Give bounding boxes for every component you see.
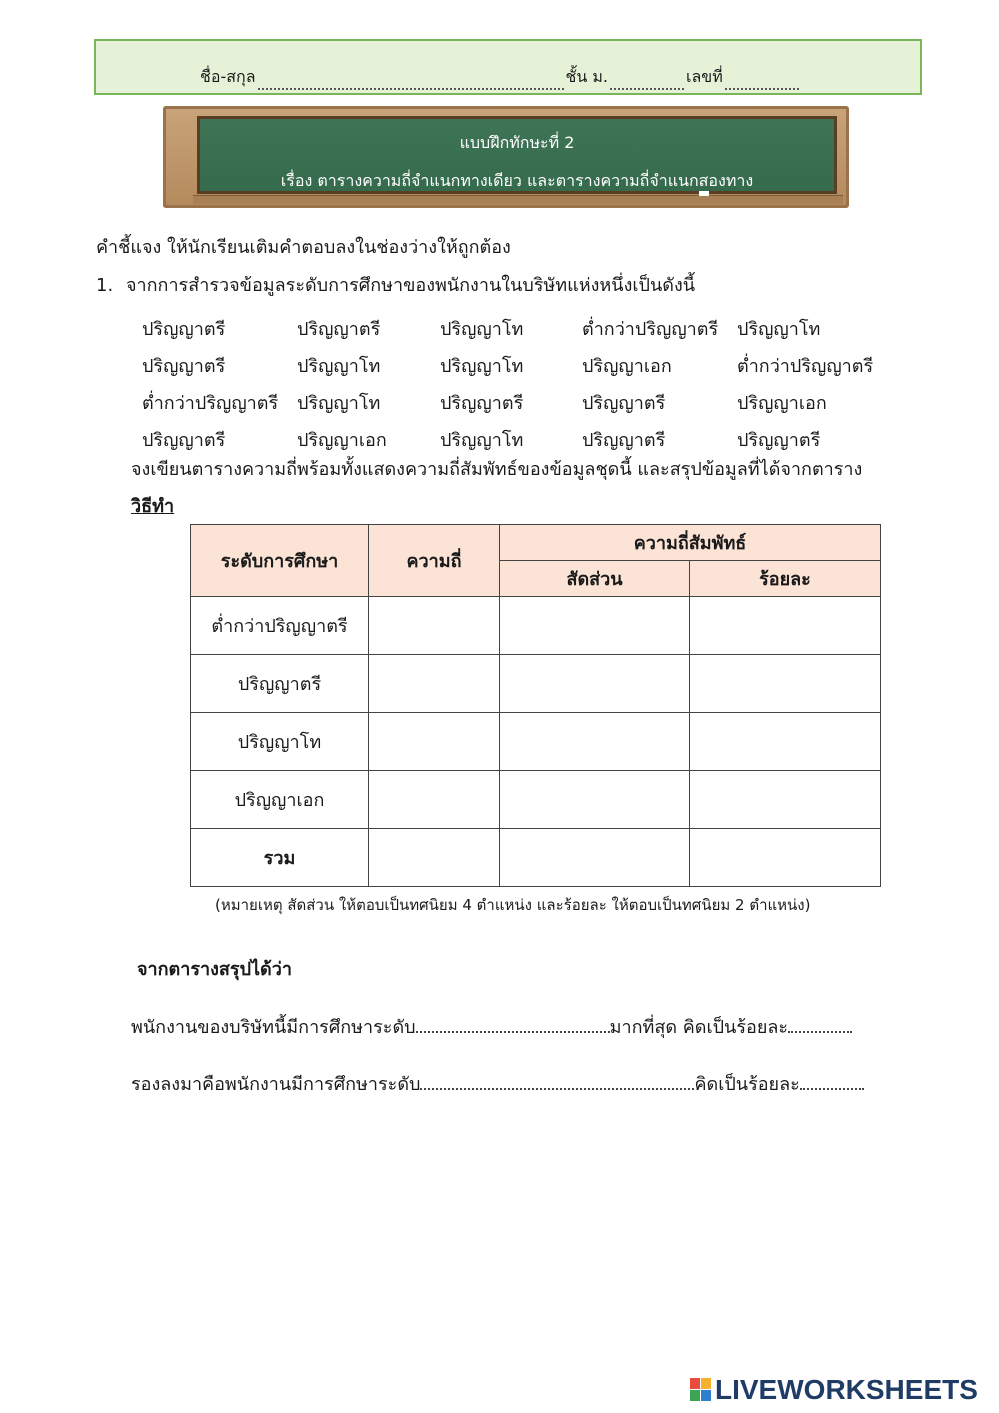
second-percent-blank[interactable] bbox=[800, 1074, 864, 1090]
ratio-cell[interactable] bbox=[500, 597, 690, 655]
header-percent: ร้อยละ bbox=[690, 561, 881, 597]
logo-text: LIVEWORKSHEETS bbox=[715, 1374, 978, 1405]
liveworksheets-logo bbox=[690, 1374, 978, 1406]
data-value: ปริญญาตรี bbox=[440, 393, 524, 414]
data-value: ปริญญาโท bbox=[297, 393, 381, 414]
second-level-blank[interactable] bbox=[420, 1074, 694, 1090]
data-value: ปริญญาตรี bbox=[142, 356, 226, 377]
header-relative-frequency: ความถี่สัมพัทธ์ bbox=[500, 525, 881, 561]
worksheet-subtitle: เรื่อง ตารางความถี่จำแนกทางเดียว และตารางความถี่จำแนกสองทาง bbox=[280, 171, 754, 190]
percent-cell[interactable] bbox=[690, 713, 881, 771]
data-value: ต่ำกว่าปริญญาตรี bbox=[737, 356, 874, 377]
percent-cell[interactable] bbox=[690, 655, 881, 713]
worksheet-title: แบบฝึกทักษะที่ 2 bbox=[459, 133, 575, 152]
chalkboard bbox=[197, 116, 837, 194]
data-value: ปริญญาโท bbox=[297, 356, 381, 377]
table-row bbox=[191, 713, 881, 771]
data-value: ต่ำกว่าปริญญาตรี bbox=[582, 319, 719, 340]
header-level: ระดับการศึกษา bbox=[191, 525, 369, 597]
summary-line-1-start: พนักงานของบริษัทนี้มีการศึกษาระดับ bbox=[131, 1017, 416, 1038]
header-frequency: ความถี่ bbox=[369, 525, 500, 597]
chalkboard-banner bbox=[163, 106, 849, 208]
frequency-cell[interactable] bbox=[369, 597, 500, 655]
total-row bbox=[191, 829, 881, 887]
summary-heading: จากตารางสรุปได้ว่า bbox=[137, 959, 292, 980]
name-label: ชื่อ-สกุล bbox=[200, 67, 256, 86]
most-level-blank[interactable] bbox=[416, 1017, 610, 1033]
data-value: ปริญญาตรี bbox=[737, 430, 821, 451]
summary-line-1-end: มากที่สุด คิดเป็นร้อยละ bbox=[609, 1017, 789, 1038]
most-percent-blank[interactable] bbox=[788, 1017, 852, 1033]
ratio-cell[interactable] bbox=[500, 655, 690, 713]
data-value: ปริญญาโท bbox=[440, 356, 524, 377]
liveworksheets-logo-icon bbox=[690, 1378, 712, 1402]
question-number: 1. bbox=[96, 275, 114, 296]
table-row bbox=[191, 655, 881, 713]
chalk-icon bbox=[699, 191, 709, 196]
row-label: ปริญญาตรี bbox=[191, 655, 369, 713]
frequency-cell[interactable] bbox=[369, 771, 500, 829]
chalk-ledge bbox=[193, 195, 843, 204]
ratio-cell[interactable] bbox=[500, 713, 690, 771]
number-field[interactable] bbox=[725, 74, 799, 90]
student-info-box bbox=[94, 39, 922, 95]
percent-cell[interactable] bbox=[690, 597, 881, 655]
data-value: ปริญญาตรี bbox=[582, 393, 666, 414]
frequency-cell[interactable] bbox=[369, 655, 500, 713]
frequency-table bbox=[190, 524, 881, 887]
data-value: ต่ำกว่าปริญญาตรี bbox=[142, 393, 279, 414]
table-row bbox=[191, 597, 881, 655]
data-value: ปริญญาโท bbox=[737, 319, 821, 340]
total-label: รวม bbox=[191, 829, 369, 887]
number-label: เลขที่ bbox=[686, 67, 723, 86]
total-ratio-cell[interactable] bbox=[500, 829, 690, 887]
class-label: ชั้น ม. bbox=[565, 67, 609, 86]
data-value: ปริญญาตรี bbox=[142, 319, 226, 340]
summary-line-2 bbox=[131, 1074, 864, 1094]
frequency-cell[interactable] bbox=[369, 713, 500, 771]
summary-line-2-start: รองลงมาคือพนักงานมีการศึกษาระดับ bbox=[131, 1074, 421, 1095]
class-field[interactable] bbox=[610, 74, 684, 90]
instruction-text: คำชี้แจง ให้นักเรียนเติมคำตอบลงในช่องว่างให้ถูกต้อง bbox=[96, 237, 511, 258]
ratio-cell[interactable] bbox=[500, 771, 690, 829]
task-text: จงเขียนตารางความถี่พร้อมทั้งแสดงความถี่สัมพัทธ์ของข้อมูลชุดนี้ และสรุปข้อมูลที่ได้จากตาราง bbox=[131, 459, 863, 480]
question-text: จากการสำรวจข้อมูลระดับการศึกษาของพนักงานในบริษัทแห่งหนึ่งเป็นดังนี้ bbox=[126, 275, 696, 296]
summary-line-2-end: คิดเป็นร้อยละ bbox=[694, 1074, 800, 1095]
row-label: ปริญญาเอก bbox=[191, 771, 369, 829]
method-label: วิธีทำ bbox=[131, 496, 175, 517]
total-percent-cell[interactable] bbox=[690, 829, 881, 887]
total-frequency-cell[interactable] bbox=[369, 829, 500, 887]
summary-line-1 bbox=[131, 1017, 852, 1037]
table-note: (หมายเหตุ สัดส่วน ให้ตอบเป็นทศนิยม 4 ตำแหน่ง และร้อยละ ให้ตอบเป็นทศนิยม 2 ตำแหน่ง) bbox=[215, 896, 811, 914]
data-value: ปริญญาเอก bbox=[737, 393, 827, 414]
data-value: ปริญญาตรี bbox=[142, 430, 226, 451]
data-value: ปริญญาตรี bbox=[297, 319, 381, 340]
table-row bbox=[191, 771, 881, 829]
data-value: ปริญญาเอก bbox=[297, 430, 387, 451]
name-field[interactable] bbox=[258, 74, 564, 90]
data-value: ปริญญาโท bbox=[440, 430, 524, 451]
percent-cell[interactable] bbox=[690, 771, 881, 829]
data-value: ปริญญาโท bbox=[440, 319, 524, 340]
data-value: ปริญญาเอก bbox=[582, 356, 672, 377]
header-ratio: สัดส่วน bbox=[500, 561, 690, 597]
row-label: ต่ำกว่าปริญญาตรี bbox=[191, 597, 369, 655]
row-label: ปริญญาโท bbox=[191, 713, 369, 771]
data-value: ปริญญาตรี bbox=[582, 430, 666, 451]
